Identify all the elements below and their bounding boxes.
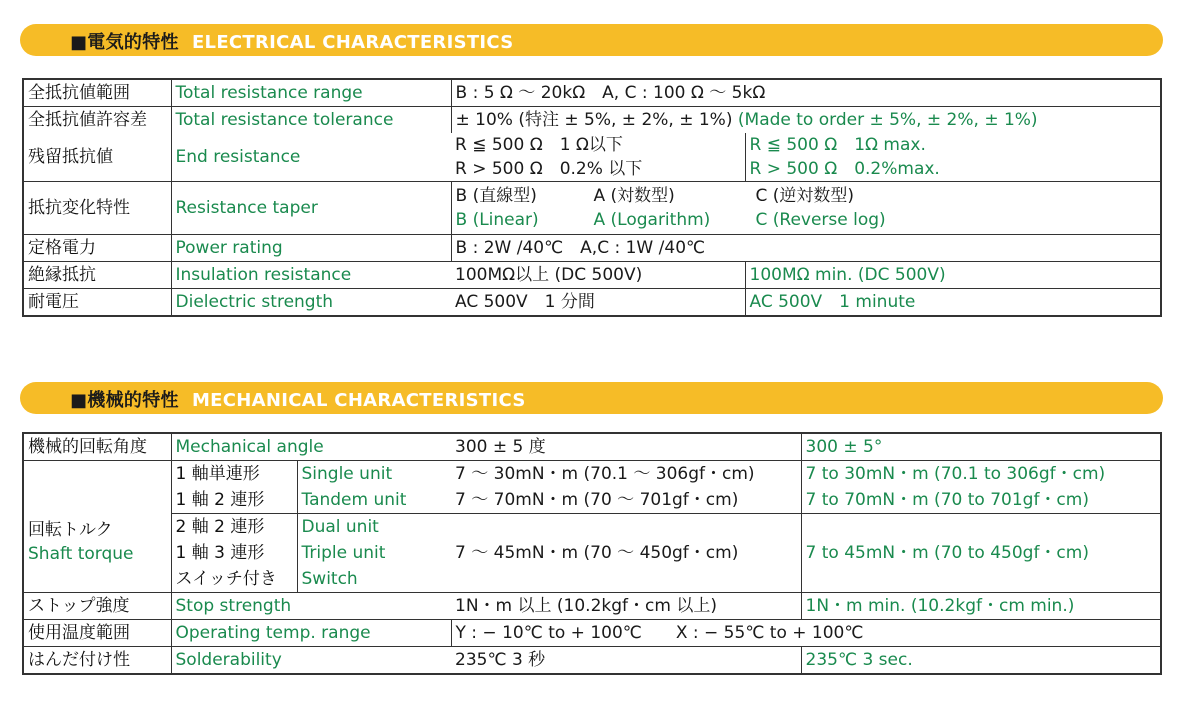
electrical-header (70, 28, 514, 54)
value-en: 1N・m min. (10.2kgf・cm min.) (801, 593, 1161, 620)
electrical-table (22, 78, 1162, 317)
row-insulation (23, 262, 1161, 289)
row-torque-dual (23, 514, 1161, 541)
label-en: Insulation resistance (171, 262, 451, 289)
electrical-header-jp: ■電気的特性 (70, 32, 179, 53)
label-jp: ストップ強度 (23, 593, 171, 620)
electrical-header-en: ELECTRICAL CHARACTERISTICS (191, 32, 514, 53)
single-en: Single unit (297, 461, 451, 488)
line2-jp: R > 500 Ω 0.2% 以下 (455, 159, 643, 179)
line1-en: R ≦ 500 Ω 1Ω max. (749, 135, 926, 155)
line2-en: R > 500 Ω 0.2%max. (749, 159, 940, 179)
single-value-jp: 7 ～ 30mN・m (70.1 ～ 306gf・cm) (451, 461, 801, 488)
row-tolerance (23, 107, 1161, 134)
row-power (23, 235, 1161, 262)
label-en: Total resistance range (171, 79, 451, 107)
triple-jp: 1 軸 3 連形 (171, 540, 297, 566)
label-jp: 全抵抗値許容差 (23, 107, 171, 134)
taper-a-jp: A (対数型) (593, 186, 675, 206)
label-jp: 抵抗変化特性 (23, 182, 171, 235)
electrical-header-bar (20, 24, 1163, 56)
label-jp: はんだ付け性 (23, 647, 171, 675)
switch-jp: スイッチ付き (171, 566, 297, 593)
value-jp: 300 ± 5 度 (451, 433, 801, 461)
group-value-en: 7 to 45mN・m (70 to 450gf・cm) (801, 514, 1161, 593)
tandem-en: Tandem unit (297, 487, 451, 514)
line1-jp: R ≦ 500 Ω 1 Ω以下 (455, 135, 623, 155)
value-en: 100MΩ min. (DC 500V) (745, 262, 1161, 289)
value-en: AC 500V 1 minute (745, 289, 1161, 317)
mechanical-header (70, 386, 526, 412)
row-stop (23, 593, 1161, 620)
label-en: End resistance (171, 133, 451, 182)
row-temp (23, 620, 1161, 647)
label-jp: 機械的回転角度 (23, 433, 171, 461)
mechanical-header-en: MECHANICAL CHARACTERISTICS (191, 390, 526, 411)
row-angle (23, 433, 1161, 461)
row-end-resistance (23, 133, 1161, 182)
row-total-range (23, 79, 1161, 107)
taper-b-en: B (Linear) (455, 210, 539, 230)
row-torque-single (23, 461, 1161, 488)
value (451, 182, 1161, 235)
taper-a-en: A (Logarithm) (593, 210, 711, 230)
value-jp: ± 10% (特注 ± 5%, ± 2%, ± 1%) (455, 110, 733, 130)
mechanical-table (22, 432, 1162, 675)
label-jp: 使用温度範囲 (23, 620, 171, 647)
group-value-jp: 7 ～ 45mN・m (70 ～ 450gf・cm) (451, 514, 801, 593)
torque-label (23, 461, 171, 593)
value-jp: 100MΩ以上 (DC 500V) (451, 262, 745, 289)
label-en: Total resistance tolerance (171, 107, 451, 134)
taper-c-jp: C (逆対数型) (755, 186, 855, 206)
tandem-jp: 1 軸 2 連形 (171, 487, 297, 514)
value: Y : − 10℃ to + 100℃ X : − 55℃ to + 100℃ (451, 620, 1161, 647)
tandem-value-jp: 7 ～ 70mN・m (70 ～ 701gf・cm) (451, 487, 801, 514)
label-en: Operating temp. range (171, 620, 451, 647)
label-jp: 定格電力 (23, 235, 171, 262)
value-en: (Made to order ± 5%, ± 2%, ± 1%) (737, 110, 1038, 130)
row-solder (23, 647, 1161, 675)
value-en (745, 133, 1161, 182)
value-en: 300 ± 5° (801, 433, 1161, 461)
label-en: Dielectric strength (171, 289, 451, 317)
label-jp: 全抵抗値範囲 (23, 79, 171, 107)
value-jp: AC 500V 1 分間 (451, 289, 745, 317)
label-en: Stop strength (171, 593, 451, 620)
label-jp: 耐電圧 (23, 289, 171, 317)
single-jp: 1 軸単連形 (171, 461, 297, 488)
label-en: Resistance taper (171, 182, 451, 235)
value-jp (451, 133, 745, 182)
row-taper (23, 182, 1161, 235)
value-jp: 1N・m 以上 (10.2kgf・cm 以上) (451, 593, 801, 620)
row-dielectric (23, 289, 1161, 317)
taper-b-jp: B (直線型) (455, 186, 537, 206)
torque-label-jp: 回転トルク (28, 519, 113, 540)
label-jp: 残留抵抗値 (23, 133, 171, 182)
value: B : 5 Ω ～ 20kΩ A, C : 100 Ω ～ 5kΩ (451, 79, 1161, 107)
single-value-en: 7 to 30mN・m (70.1 to 306gf・cm) (801, 461, 1161, 488)
value (451, 107, 1161, 134)
label-en: Power rating (171, 235, 451, 262)
taper-c-en: C (Reverse log) (755, 210, 886, 230)
switch-en: Switch (297, 566, 451, 593)
torque-label-en: Shaft torque (28, 543, 134, 564)
label-en: Solderability (171, 647, 451, 675)
dual-en: Dual unit (297, 514, 451, 541)
triple-en: Triple unit (297, 540, 451, 566)
tandem-value-en: 7 to 70mN・m (70 to 701gf・cm) (801, 487, 1161, 514)
value-en: 235℃ 3 sec. (801, 647, 1161, 675)
label-jp: 絶縁抵抗 (23, 262, 171, 289)
value-jp: 235℃ 3 秒 (451, 647, 801, 675)
value: B : 2W /40℃ A,C : 1W /40℃ (451, 235, 1161, 262)
row-torque-tandem (23, 487, 1161, 514)
mechanical-header-bar (20, 382, 1163, 414)
dual-jp: 2 軸 2 連形 (171, 514, 297, 541)
label-en: Mechanical angle (171, 433, 451, 461)
mechanical-header-jp: ■機械的特性 (70, 390, 179, 411)
